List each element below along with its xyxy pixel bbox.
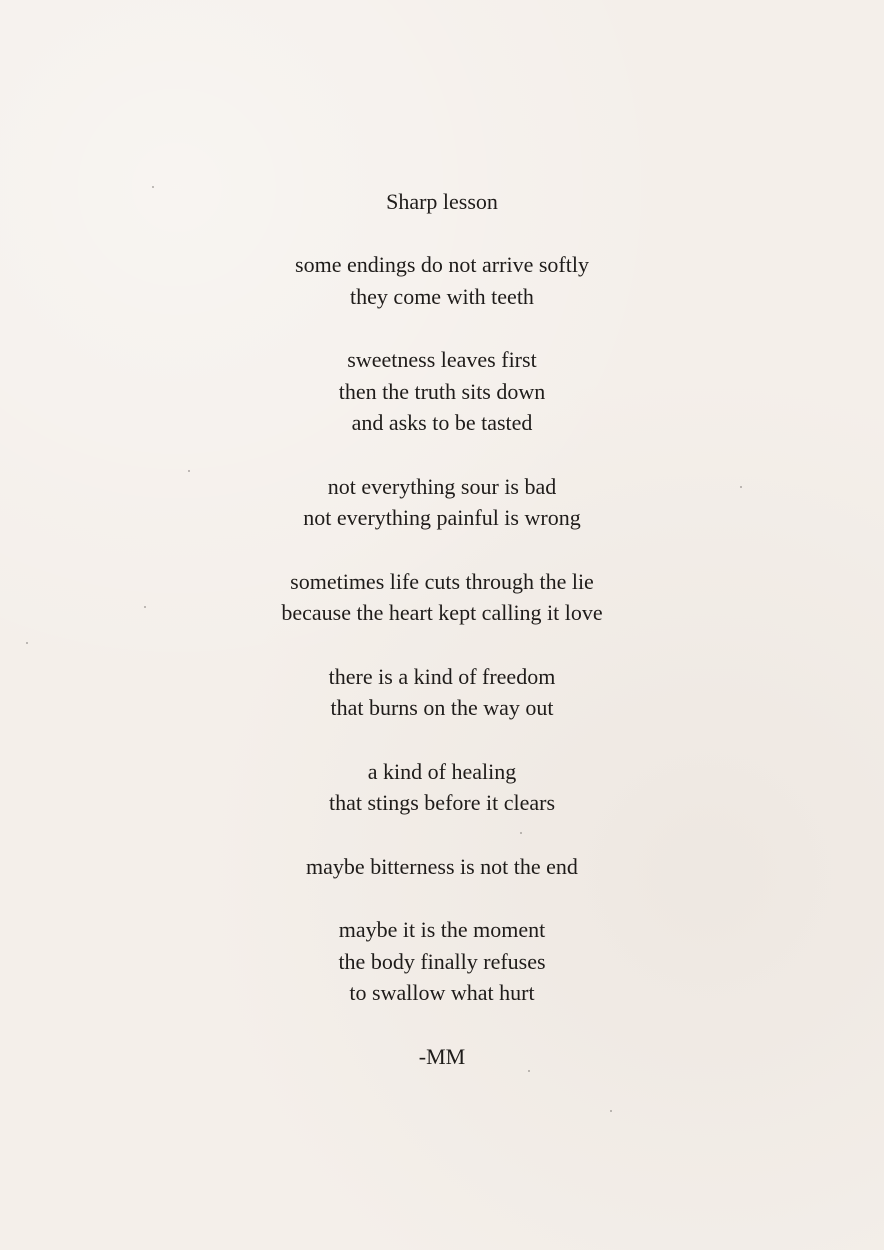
poem-line: the body finally refuses xyxy=(338,948,546,974)
poem xyxy=(0,186,884,1072)
poem-line: maybe it is the moment xyxy=(338,917,546,942)
poem-line: some endings do not arrive softly xyxy=(295,252,589,277)
stanza-2 xyxy=(0,344,884,439)
stanza-4 xyxy=(0,566,884,629)
poem-line: then the truth sits down xyxy=(338,378,546,404)
stanza-1 xyxy=(0,249,884,312)
poem-line: and asks to be tasted xyxy=(351,410,533,435)
author-signature: -MM xyxy=(418,1043,466,1069)
stanza-3 xyxy=(0,471,884,534)
poem-line: they come with teeth xyxy=(350,283,534,309)
poem-line: not everything sour is bad xyxy=(327,473,557,499)
poem-line: that burns on the way out xyxy=(330,695,554,720)
poem-line: maybe bitterness is not the end xyxy=(306,853,578,879)
poem-line: a kind of healing xyxy=(367,758,517,784)
stanza-7 xyxy=(0,851,884,883)
poem-line: sweetness leaves first xyxy=(347,347,537,372)
paper-speck xyxy=(610,1110,612,1112)
poem-line: not everything painful is wrong xyxy=(303,505,581,530)
poem-title: Sharp lesson xyxy=(386,189,498,214)
stanza-8 xyxy=(0,914,884,1009)
poem-line: to swallow what hurt xyxy=(349,980,535,1005)
poem-line: because the heart kept calling it love xyxy=(281,600,603,625)
poem-line: sometimes life cuts through the lie xyxy=(290,568,594,594)
stanza-6 xyxy=(0,756,884,819)
stanza-5 xyxy=(0,661,884,724)
poem-line: that stings before it clears xyxy=(328,790,556,815)
poem-line: there is a kind of freedom xyxy=(328,663,556,689)
